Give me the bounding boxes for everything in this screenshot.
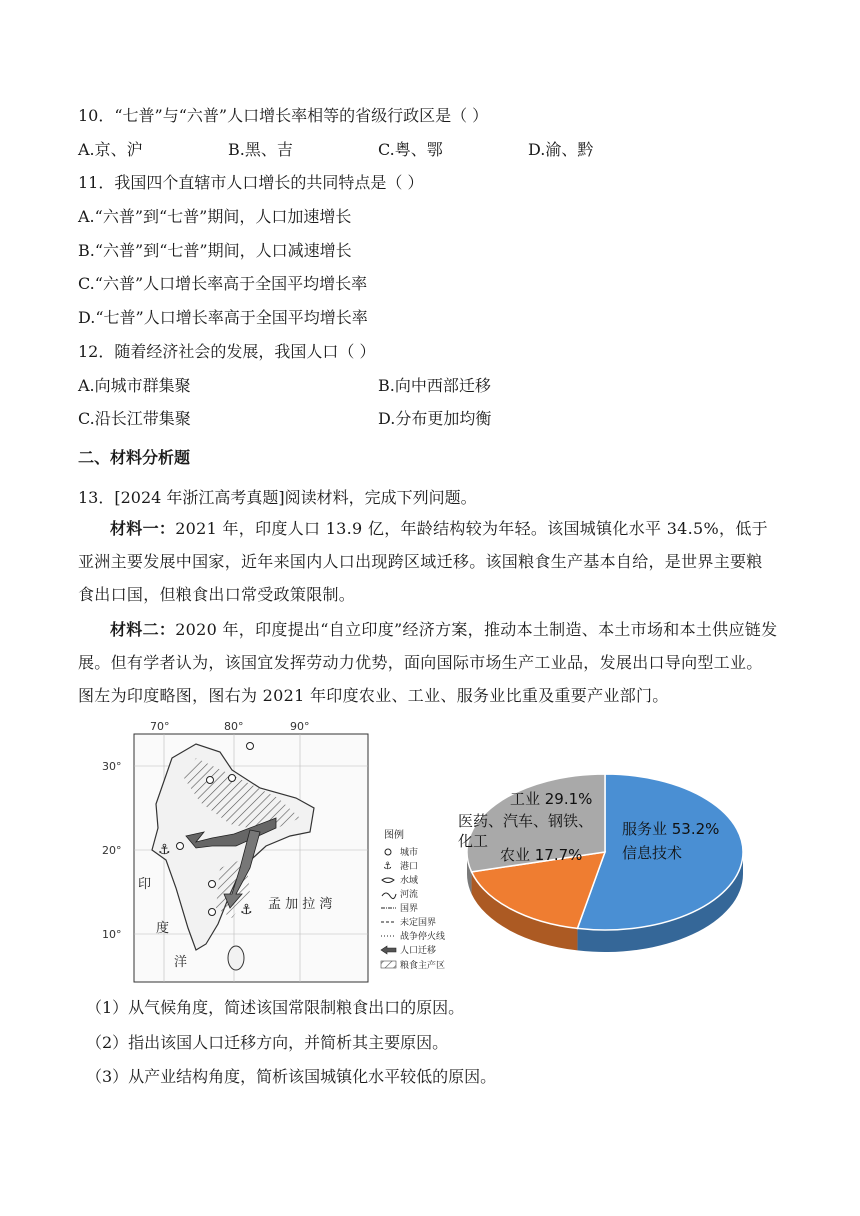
material-two-lead: 材料二： [110,620,176,639]
legend-item-grain: 粮食主产区 [400,961,446,971]
material-one-lead: 材料一： [110,519,176,538]
q11-option-a[interactable]: A.“六普”到“七普”期间，人口加速增长 [78,207,352,226]
lon-label-80: 80° [224,720,244,733]
q12-option-a[interactable]: A.向城市群集聚 [78,376,191,395]
legend-water-icon [382,878,394,883]
q11-option-b[interactable]: B.“六普”到“七普”期间，人口减速增长 [78,241,352,260]
legend-grain-icon [381,961,396,968]
q11-option-c[interactable]: C.“六普”人口增长率高于全国平均增长率 [78,274,368,293]
city-marker [209,909,216,916]
subquestion-3: （3）从产业结构角度，简析该国城镇化水平较低的原因。 [86,1067,497,1086]
q10-option-b[interactable]: B.黑、吉 [228,140,293,159]
q11-stem: 11．我国四个直辖市人口增长的共同特点是（ ） [78,173,424,192]
city-marker [247,743,254,750]
q10-option-c[interactable]: C.粤、鄂 [378,140,443,159]
legend-migration-icon [381,946,396,954]
port-anchor-icon: ⚓ [158,842,171,858]
legend-item-undetermined-border: 未定国界 [400,918,437,928]
q11-option-d[interactable]: D.“七普”人口增长率高于全国平均增长率 [78,308,368,327]
section-title: 二、材料分析题 [78,448,191,467]
pie-label-service: 服务业 53.2% [622,820,720,838]
lat-label-20: 20° [102,844,122,857]
q12-option-c[interactable]: C.沿长江带集聚 [78,409,191,428]
sri-lanka [228,946,244,970]
legend-item-city: 城市 [400,848,419,858]
q13-stem: 13．[2024 年浙江高考真题]阅读材料，完成下列问题。 [78,488,477,507]
lat-label-30: 30° [102,760,122,773]
legend-title: 图例 [384,830,404,841]
pie-label-industry: 工业 29.1% [510,790,593,808]
subquestion-2: （2）指出该国人口迁移方向，并简析其主要原因。 [86,1033,449,1052]
city-marker [229,775,236,782]
sea-label-yang: 洋 [174,955,188,970]
pie-label-agriculture: 农业 17.7% [500,846,583,864]
material-two [78,613,778,712]
legend-item-border: 国界 [400,904,419,914]
q10-option-a[interactable]: A.京、沪 [78,140,143,159]
legend-port-icon: ⚓ [383,861,392,872]
pie-sublabel-industry-1: 医药、汽车、钢铁、 [458,812,594,830]
india-map [100,718,480,986]
legend-item-migration: 人口迁移 [400,946,437,956]
q12-option-d[interactable]: D.分布更加均衡 [378,409,492,428]
q12-option-b[interactable]: B.向中西部迁移 [378,376,491,395]
material-one-text: 2021 年，印度人口 13.9 亿，年龄结构较为年轻。该国城镇化水平 34.5%，低于亚洲主要发展中国家，近年来国内人口出现跨区域迁移。该国粮食生产基本自给，是世界主要粮食出口国，但粮食出口常受政策限制。 [78,519,768,604]
city-marker [207,777,214,784]
port-anchor-icon: ⚓ [240,902,253,918]
q10-stem: 10．“七普”与“六普”人口增长率相等的省级行政区是（ ） [78,106,489,125]
bay-label: 孟 加 拉 湾 [268,897,333,912]
lon-label-90: 90° [290,720,310,733]
material-one [78,512,778,611]
legend-item-river: 河流 [400,890,419,900]
pie-sublabel-service: 信息技术 [622,844,683,862]
legend-item-water: 水域 [400,876,419,886]
legend-river-icon [382,893,396,899]
lon-label-70: 70° [150,720,170,733]
q12-stem: 12．随着经济社会的发展，我国人口（ ） [78,342,376,361]
material-two-text: 2020 年，印度提出“自立印度”经济方案，推动本土制造、本土市场和本土供应链发展。但有学者认为，该国宜发挥劳动力优势，面向国际市场生产工业品，发展出口导向型工业。图左为印度略图，图右为 2021 年印度农业、工业、服务业比重及重要产业部门。 [78,620,778,705]
sea-label-du: 度 [156,921,170,936]
pie-sublabel-industry-2: 化工 [458,832,489,850]
city-marker [209,881,216,888]
sea-label-yin: 印 [138,877,152,892]
subquestion-1: （1）从气候角度，简述该国常限制粮食出口的原因。 [86,998,465,1017]
legend-item-ceasefire: 战争停火线 [400,932,446,942]
lat-label-10: 10° [102,928,122,941]
industry-pie-chart [440,762,770,982]
legend-item-port: 港口 [400,862,419,872]
city-marker [177,843,184,850]
q10-option-d[interactable]: D.渝、黔 [528,140,594,159]
legend-city-icon [385,849,391,855]
